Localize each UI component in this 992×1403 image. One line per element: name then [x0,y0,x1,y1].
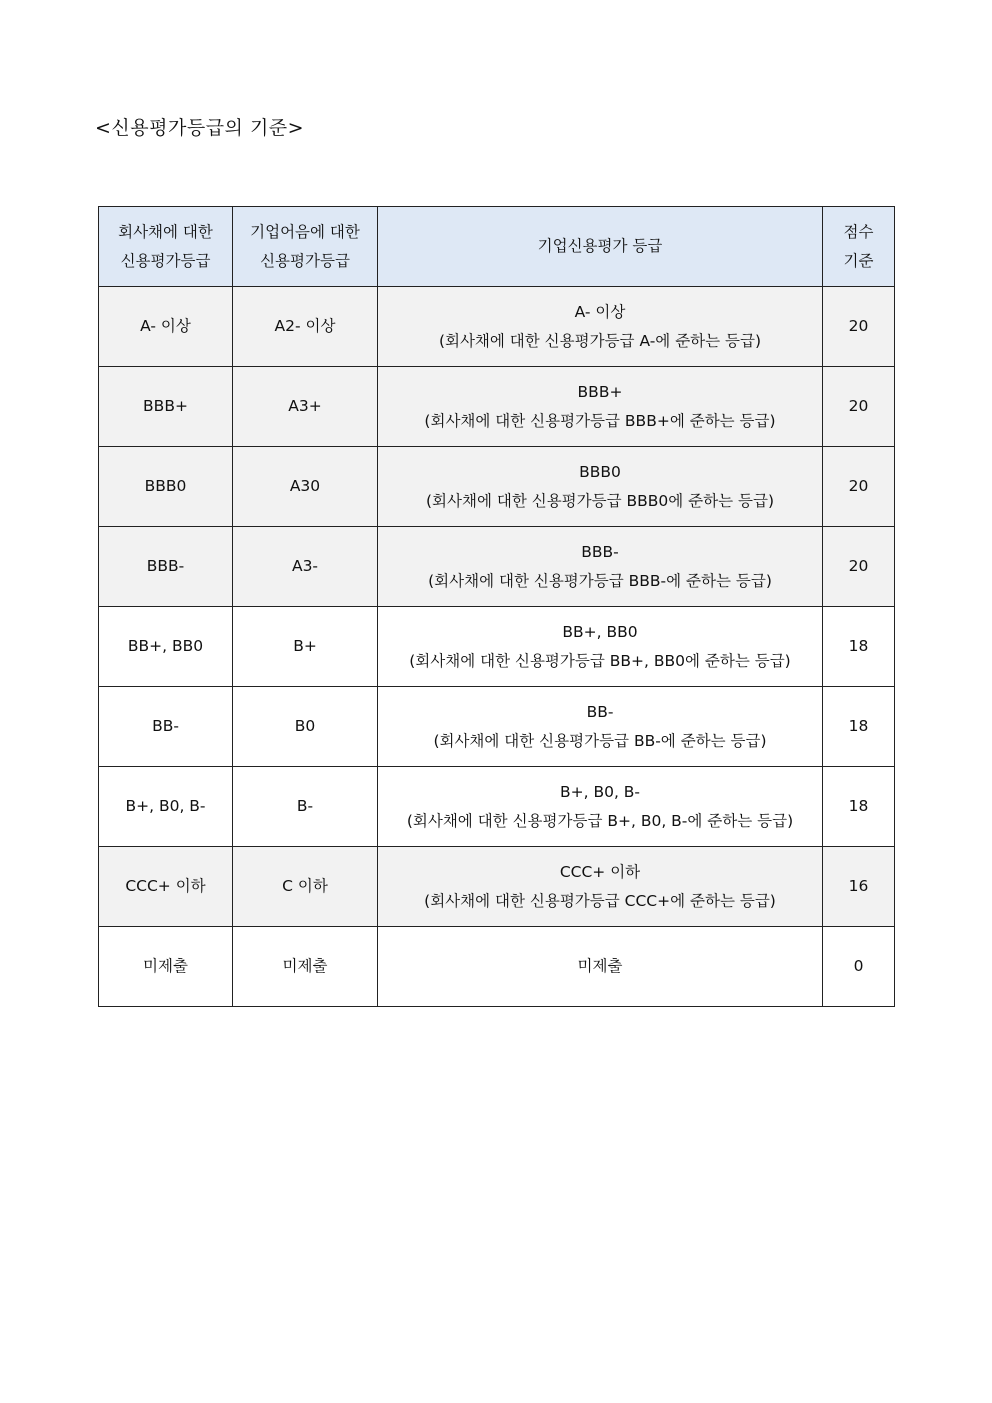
cell-score: 16 [823,847,895,927]
cell-bond-rating: 미제출 [99,927,233,1007]
corporate-grade-note: (회사채에 대한 신용평가등급 B+, B0, B-에 준하는 등급) [406,811,794,830]
table-row [99,847,895,927]
table-row [99,687,895,767]
header-bond-rating [99,207,233,287]
table-row [99,527,895,607]
corporate-grade: A- 이상 [574,302,626,321]
table-row [99,447,895,527]
corporate-grade-note: (회사채에 대한 신용평가등급 BBB+에 준하는 등급) [424,411,776,430]
cell-score: 20 [823,527,895,607]
header-bill-line2: 신용평가등급 [260,251,350,270]
corporate-grade: BBB- [581,542,619,561]
cell-score: 0 [823,927,895,1007]
cell-score: 20 [823,287,895,367]
cell-bill-rating: A30 [233,447,378,527]
corporate-grade-note: (회사채에 대한 신용평가등급 A-에 준하는 등급) [438,331,762,350]
cell-corporate-rating [378,927,823,1007]
cell-bond-rating: CCC+ 이하 [99,847,233,927]
table-row [99,287,895,367]
corporate-grade-note: (회사채에 대한 신용평가등급 BBB-에 준하는 등급) [428,571,772,590]
cell-bill-rating: A3+ [233,367,378,447]
cell-corporate-rating [378,767,823,847]
cell-bond-rating: BB+, BB0 [99,607,233,687]
cell-bill-rating: B+ [233,607,378,687]
cell-bill-rating: A3- [233,527,378,607]
table-row [99,767,895,847]
cell-corporate-rating [378,287,823,367]
cell-bond-rating: BBB0 [99,447,233,527]
cell-corporate-rating [378,687,823,767]
cell-score: 20 [823,367,895,447]
header-row [99,207,895,287]
header-bill-line1: 기업어음에 대한 [250,222,360,241]
corporate-grade: B+, B0, B- [559,782,641,801]
corporate-grade-note: (회사채에 대한 신용평가등급 BB+, BB0에 준하는 등급) [409,651,791,670]
corporate-grade: BB- [586,702,614,721]
cell-score: 18 [823,607,895,687]
credit-rating-table [98,206,895,1007]
cell-bond-rating: BB- [99,687,233,767]
header-bond-line1: 회사채에 대한 [118,222,213,241]
corporate-grade-note: (회사채에 대한 신용평가등급 BBB0에 준하는 등급) [425,491,774,510]
cell-bill-rating: C 이하 [233,847,378,927]
cell-corporate-rating [378,607,823,687]
header-corporate-label: 기업신용평가 등급 [537,237,663,255]
corporate-grade: BB+, BB0 [562,622,638,641]
corporate-grade: 미제출 [577,957,623,975]
cell-score: 20 [823,447,895,527]
cell-bill-rating: B- [233,767,378,847]
corporate-grade: BBB+ [577,382,623,401]
cell-bill-rating: A2- 이상 [233,287,378,367]
cell-bill-rating: B0 [233,687,378,767]
header-bill-rating [233,207,378,287]
table-row [99,607,895,687]
page-title: <신용평가등급의 기준> [95,117,305,139]
header-score-line1: 점수 [843,222,874,241]
cell-bond-rating: B+, B0, B- [99,767,233,847]
corporate-grade: BBB0 [579,462,621,481]
cell-bill-rating: 미제출 [233,927,378,1007]
cell-bond-rating: A- 이상 [99,287,233,367]
header-score-line2: 기준 [843,251,874,270]
cell-corporate-rating [378,527,823,607]
corporate-grade-note: (회사채에 대한 신용평가등급 CCC+에 준하는 등급) [424,891,776,910]
cell-corporate-rating [378,847,823,927]
table-row [99,927,895,1007]
table-row [99,367,895,447]
cell-bond-rating: BBB- [99,527,233,607]
header-score [823,207,895,287]
corporate-grade-note: (회사채에 대한 신용평가등급 BB-에 준하는 등급) [433,731,767,750]
cell-score: 18 [823,687,895,767]
cell-bond-rating: BBB+ [99,367,233,447]
cell-corporate-rating [378,367,823,447]
header-bond-line2: 신용평가등급 [120,251,211,270]
corporate-grade: CCC+ 이하 [559,862,641,881]
cell-corporate-rating [378,447,823,527]
cell-score: 18 [823,767,895,847]
header-corporate-rating [378,207,823,287]
